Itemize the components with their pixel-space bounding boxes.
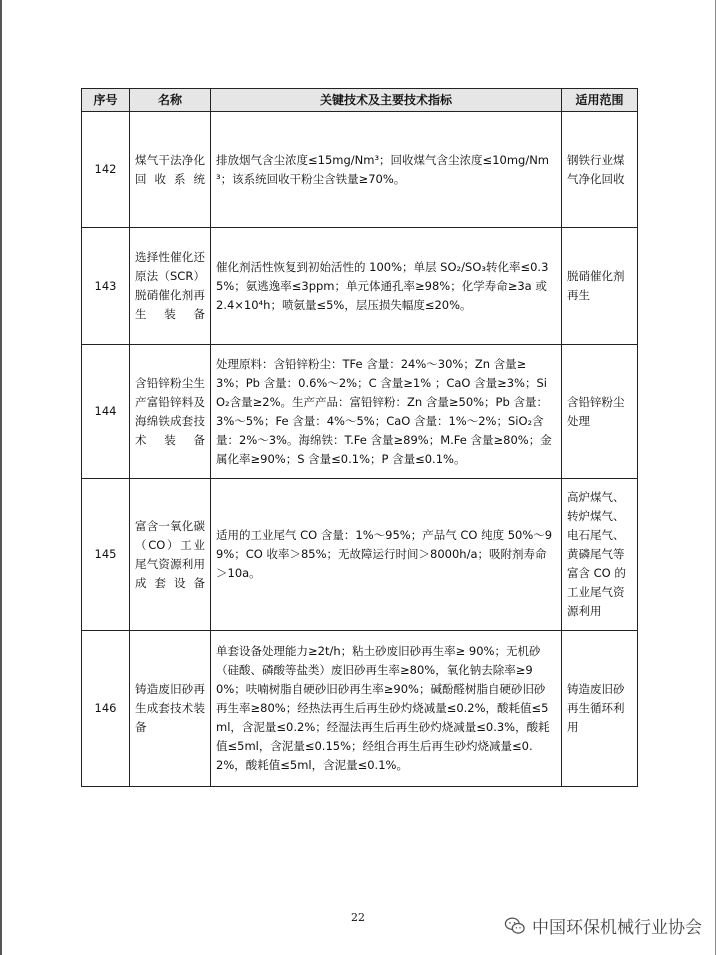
header-scope: 适用范围 (562, 89, 638, 112)
table-row (82, 112, 638, 228)
header-indicators: 关键技术及主要技术指标 (211, 89, 562, 112)
row-scope: 铸造废旧砂再生循环利用 (562, 631, 638, 787)
row-indicators: 单套设备处理能力≥2t/h；粘土砂废旧砂再生率≥ 90%；无机砂（硅酸、磷酸等盐类）废旧砂再生率≥80%，氧化钠去除率≥90%；呋喃树脂自硬砂旧砂再生率≥90%；碱酚醛树脂自硬砂旧砂再生率≥80%；经热法再生后再生砂灼烧减量≤0.2%，酸耗值≤5ml，含泥量≤0.2%；经湿法再生后再生砂灼烧减量≤0.3%，酸耗值≤5ml，含泥量≤0.15%；经组合再生后再生砂灼烧减量≤0.2%，酸耗值≤5ml，含泥量≤0.1%。 (211, 631, 562, 787)
row-scope: 高炉煤气、转炉煤气、电石尾气、黄磷尾气等富含 CO 的工业尾气资源利用 (562, 479, 638, 631)
table-row (82, 631, 638, 787)
table-header-row (82, 89, 638, 112)
row-number: 145 (82, 479, 130, 631)
row-name: 选择性催化还原法（SCR）脱硝催化剂再生装备 (130, 228, 211, 345)
row-name: 煤气干法净化回收系统 (130, 112, 211, 228)
wechat-icon (504, 916, 526, 936)
row-scope: 钢铁行业煤气净化回收 (562, 112, 638, 228)
row-number: 144 (82, 345, 130, 479)
page-left-edge (0, 0, 2, 955)
header-serial: 序号 (82, 89, 130, 112)
row-indicators: 适用的工业尾气 CO 含量：1%～95%；产品气 CO 纯度 50%～99%；CO 收率＞85%；无故障运行时间＞8000h/a；吸附剂寿命＞10a。 (211, 479, 562, 631)
table-row (82, 228, 638, 345)
row-indicators: 催化剂活性恢复到初始活性的 100%；单层 SO₂/SO₃转化率≤0.35%；氨逃逸率≤3ppm；单元体通孔率≥98%；化学寿命≥3a 或 2.4×10⁴h；喷氨量≤5%，层压损失幅度≤20%。 (211, 228, 562, 345)
table-row (82, 479, 638, 631)
watermark-text: 中国环保机械行业协会 (532, 918, 702, 938)
row-number: 146 (82, 631, 130, 787)
row-number: 143 (82, 228, 130, 345)
row-name: 富含一氧化碳（CO）工业尾气资源利用成套设备 (130, 479, 211, 631)
page-number: 22 (351, 911, 365, 924)
row-indicators: 排放烟气含尘浓度≤15mg/Nm³；回收煤气含尘浓度≤10mg/Nm³；该系统回收干粉尘含铁量≥70%。 (211, 112, 562, 228)
row-name: 含铅锌粉尘生产富铅锌料及海绵铁成套技术装备 (130, 345, 211, 479)
watermark (504, 913, 702, 938)
row-scope: 脱硝催化剂再生 (562, 228, 638, 345)
table-row (82, 345, 638, 479)
row-number: 142 (82, 112, 130, 228)
row-name: 铸造废旧砂再生成套技术装备 (130, 631, 211, 787)
header-name: 名称 (130, 89, 211, 112)
row-indicators: 处理原料：含铅锌粉尘：TFe 含量：24%～30%；Zn 含量≥3%；Pb 含量：0.6%～2%；C 含量≥1% ；CaO 含量≥3%；SiO₂含量≥2%。生产产品：富铅锌粉：Zn 含量≥50%；Pb 含量：3%～5%；Fe 含量：4%～5%；CaO 含量：1%～2%；SiO₂含量：2%～3%。海绵铁：T.Fe 含量≥89%；M.Fe 含量≥80%；金属化率≥90%；S 含量≤0.1%；P 含量≤0.1%。 (211, 345, 562, 479)
row-scope: 含铅锌粉尘处理 (562, 345, 638, 479)
technology-table (81, 88, 638, 787)
